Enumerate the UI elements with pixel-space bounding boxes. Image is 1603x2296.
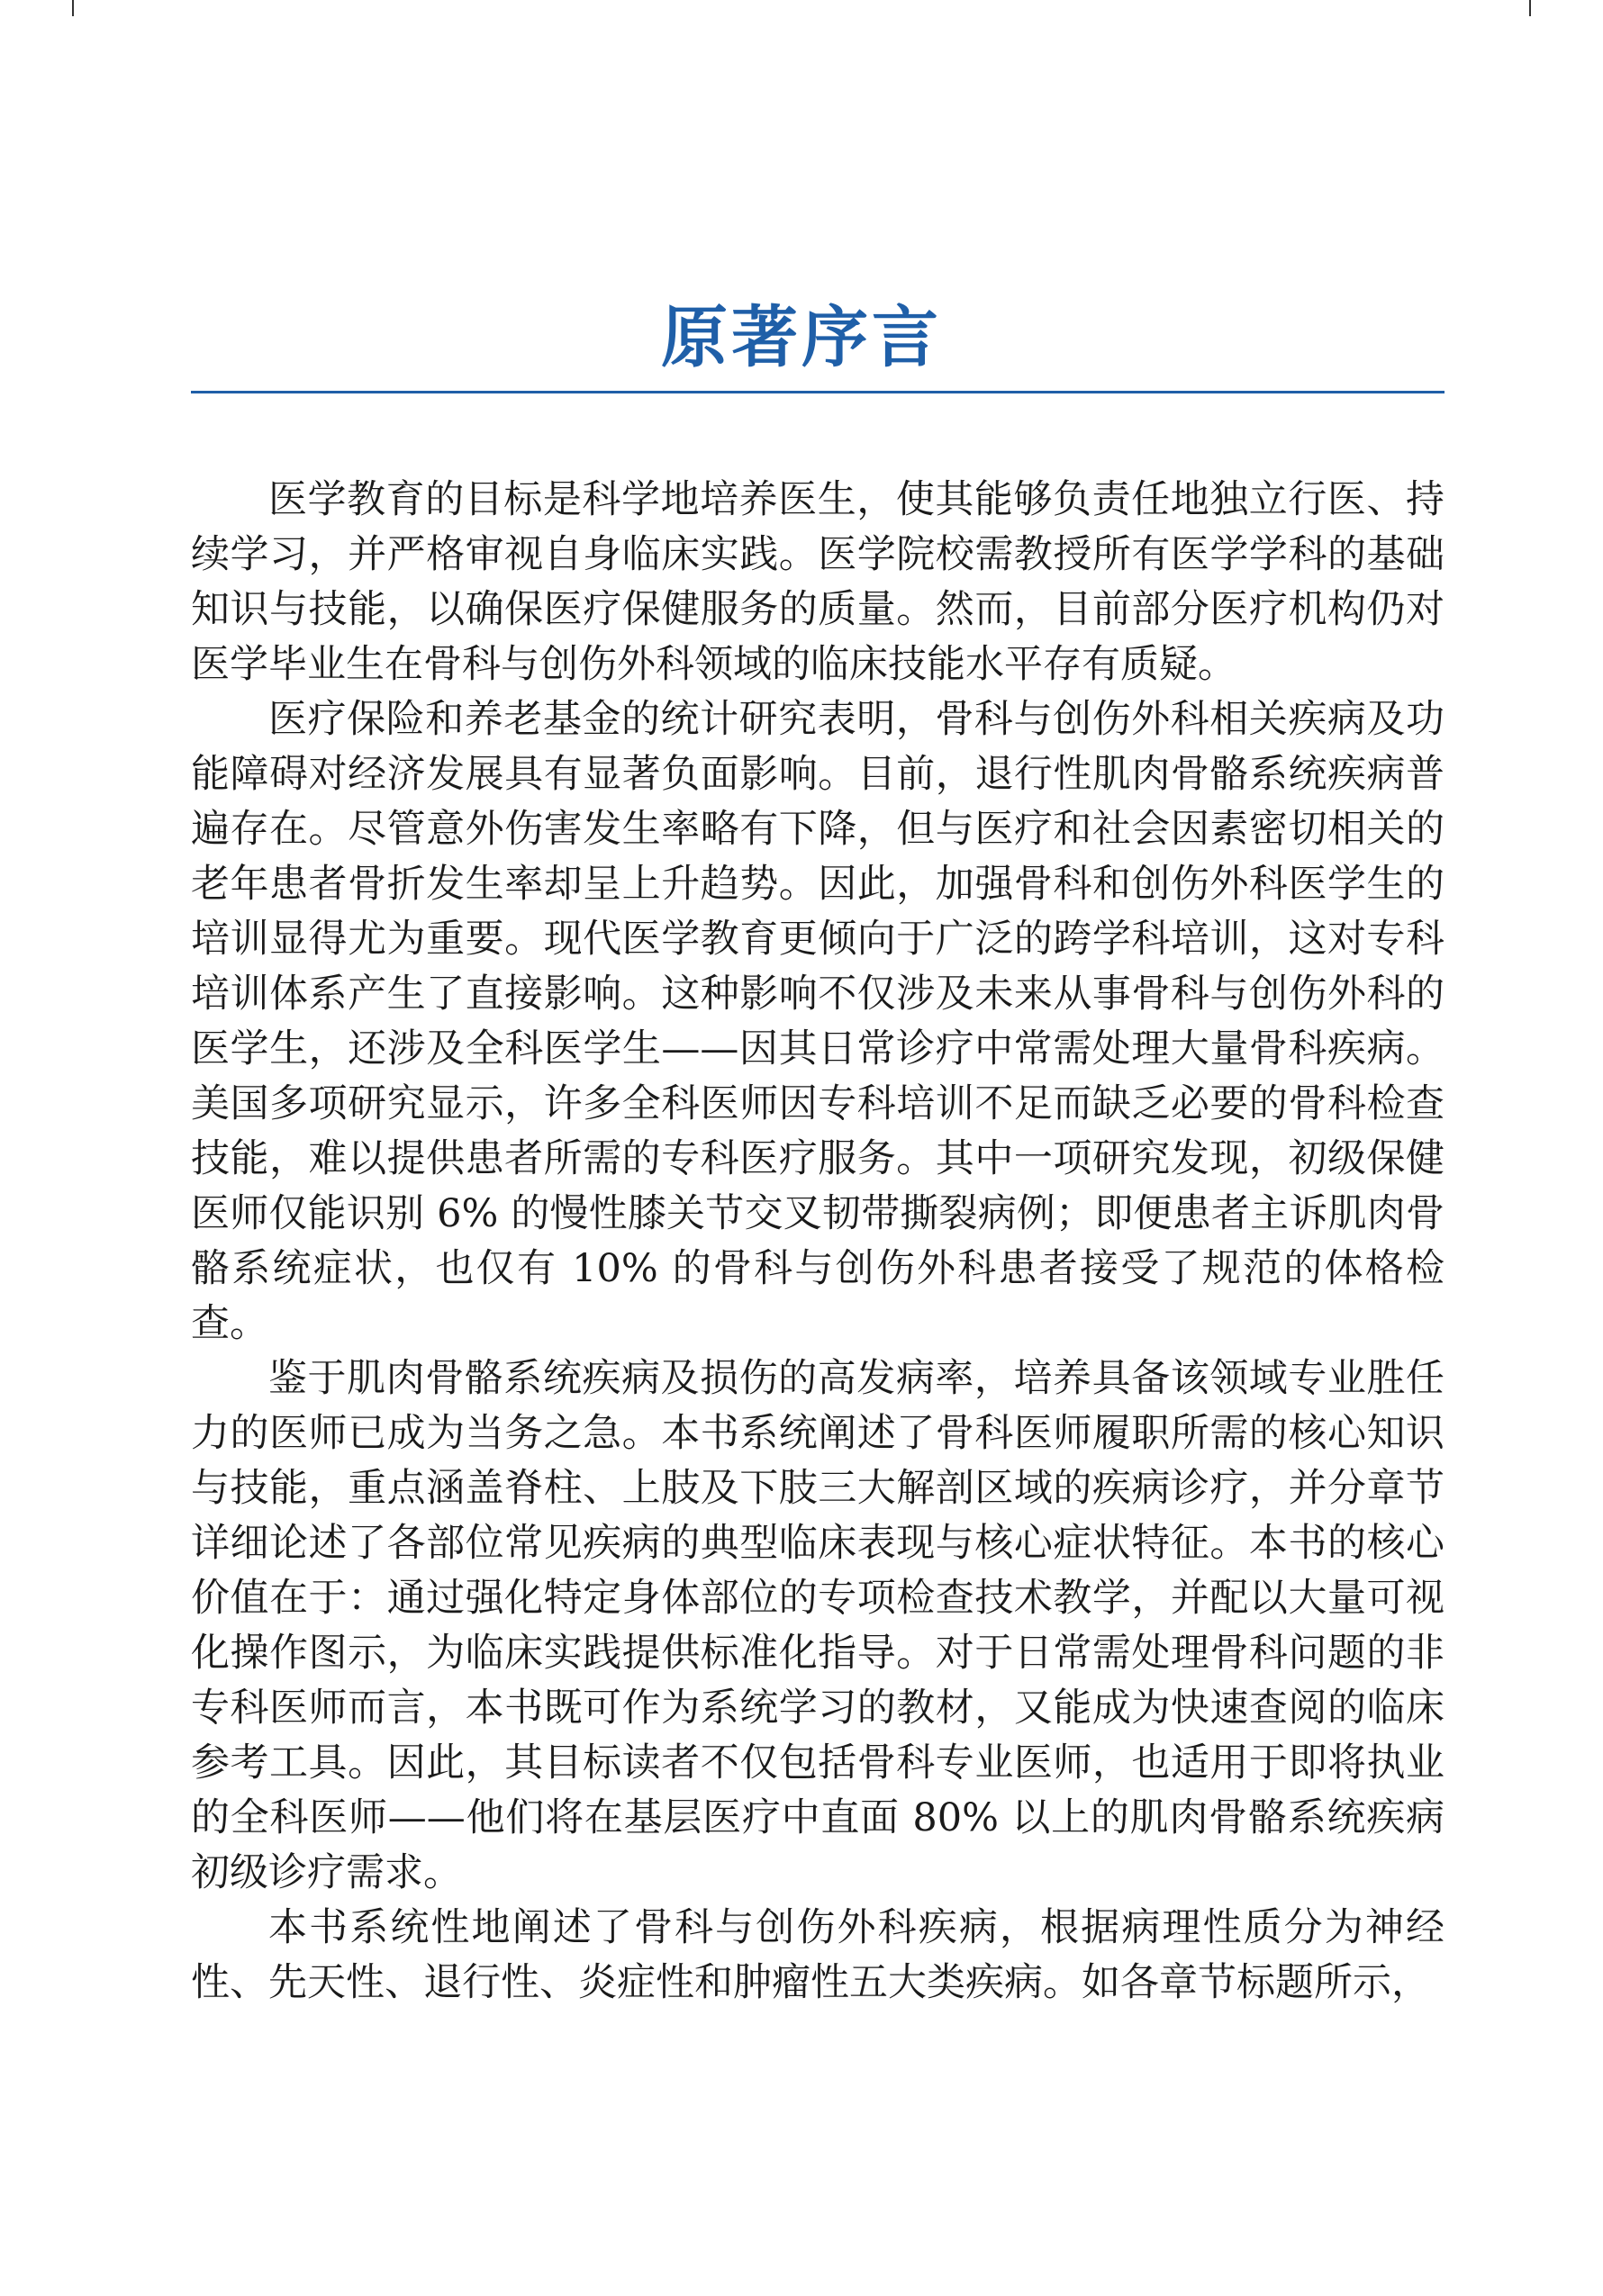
title-divider xyxy=(191,391,1445,393)
crop-mark-left xyxy=(72,0,74,16)
paragraph: 医学教育的目标是科学地培养医生，使其能够负责任地独立行医、持续学习，并严格审视自身临床实践。医学院校需教授所有医学学科的基础知识与技能，以确保医疗保健服务的质量。然而，目前部分医疗机构仍对医学毕业生在骨科与创伤外科领域的临床技能水平存有质疑。 xyxy=(191,477,1445,687)
crop-mark-right xyxy=(1529,0,1531,16)
paragraph: 本书系统性地阐述了骨科与创伤外科疾病，根据病理性质分为神经性、先天性、退行性、炎症性和肿瘤性五大类疾病。如各章节标题所示， xyxy=(191,1905,1445,2005)
paragraph: 鉴于肌肉骨骼系统疾病及损伤的高发病率，培养具备该领域专业胜任力的医师已成为当务之急。本书系统阐述了骨科医师履职所需的核心知识与技能，重点涵盖脊柱、上肢及下肢三大解剖区域的疾病诊疗，并分章节详细论述了各部位常见疾病的典型临床表现与核心症状特征。本书的核心价值在于：通过强化特定身体部位的专项检查技术教学，并配以大量可视化操作图示，为临床实践提供标准化指导。对于日常需处理骨科问题的非专科医师而言，本书既可作为系统学习的教材，又能成为快速查阅的临床参考工具。因此，其目标读者不仅包括骨科专业医师，也适用于即将执业的全科医师——他们将在基层医疗中直面 80% 以上的肌肉骨骼系统疾病初级诊疗需求。 xyxy=(191,1356,1445,1895)
paragraph: 医疗保险和养老基金的统计研究表明，骨科与创伤外科相关疾病及功能障碍对经济发展具有显著负面影响。目前，退行性肌肉骨骼系统疾病普遍存在。尽管意外伤害发生率略有下降，但与医疗和社会因素密切相关的老年患者骨折发生率却呈上升趋势。因此，加强骨科和创伤外科医学生的培训显得尤为重要。现代医学教育更倾向于广泛的跨学科培训，这对专科培训体系产生了直接影响。这种影响不仅涉及未来从事骨科与创伤外科的医学生，还涉及全科医学生——因其日常诊疗中常需处理大量骨科疾病。美国多项研究显示，许多全科医师因专科培训不足而缺乏必要的骨科检查技能，难以提供患者所需的专科医疗服务。其中一项研究发现，初级保健医师仅能识别 6% 的慢性膝关节交叉韧带撕裂病例；即便患者主诉肌肉骨骼系统症状，也仅有 10% 的骨科与创伤外科患者接受了规范的体格检查。 xyxy=(191,697,1445,1346)
page-title: 原著序言 xyxy=(661,299,942,376)
preface-body xyxy=(191,473,1445,2011)
